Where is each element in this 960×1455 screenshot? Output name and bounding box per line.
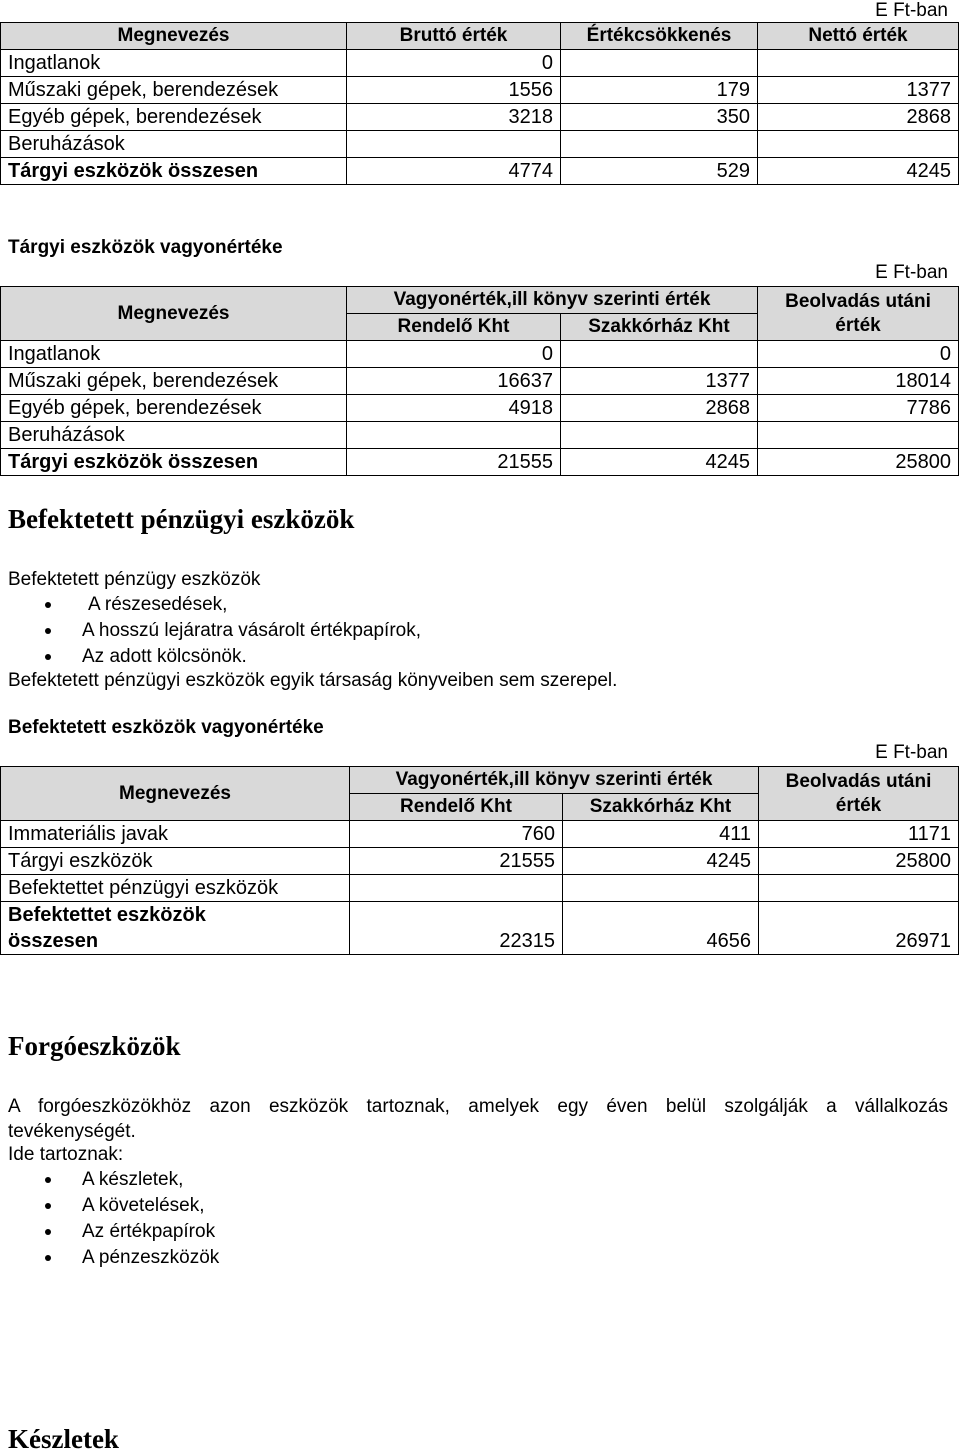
section-title-financial-assets: Befektetett pénzügyi eszközök: [8, 504, 355, 534]
cell-rendelo: 0: [347, 341, 561, 368]
cell-szakkorhaz: [561, 341, 758, 368]
total-label-line1: Befektettet eszközök: [8, 904, 206, 926]
col-header-gross: Bruttó érték: [347, 23, 561, 50]
table-header-row: [1, 287, 959, 314]
cell-rendelo: 21555: [347, 449, 561, 476]
cell-after-merger: [759, 875, 959, 902]
cell-net: [758, 131, 959, 158]
unit-label-1: E Ft-ban: [875, 0, 948, 21]
cell-name: Beruházások: [1, 422, 347, 449]
table-row: [1, 104, 959, 131]
section-title-invested-value: Befektetett eszközök vagyonértéke: [8, 717, 324, 738]
cell-szakkorhaz: 4245: [563, 848, 759, 875]
cell-name: Beruházások: [1, 131, 347, 158]
col-header-name: Megnevezés: [1, 23, 347, 50]
current-assets-list: [0, 1167, 219, 1271]
cell-after-merger: 26971: [759, 902, 959, 955]
cell-szakkorhaz: [563, 875, 759, 902]
cell-depreciation: 350: [561, 104, 758, 131]
current-assets-paragraph-line1: A forgóeszközökhöz azon eszközök tartoznak, amelyek egy éven belül szolgálják a vállalkozás: [8, 1096, 948, 1117]
col-header-name: Megnevezés: [1, 767, 350, 821]
cell-gross: 1556: [347, 77, 561, 104]
table-row: [1, 341, 959, 368]
cell-name: Tárgyi eszközök összesen: [1, 158, 347, 185]
cell-after-merger: 25800: [758, 449, 959, 476]
cell-after-merger: 0: [758, 341, 959, 368]
section-title-tangible-value: Tárgyi eszközök vagyonértéke: [8, 237, 283, 258]
table-row: [1, 395, 959, 422]
asset-table-2: [0, 286, 959, 476]
unit-label-3: E Ft-ban: [875, 742, 948, 763]
col-header-depreciation: Értékcsökkenés: [561, 23, 758, 50]
cell-after-merger: [758, 422, 959, 449]
table-row: [1, 131, 959, 158]
table-header-row: [1, 23, 959, 50]
table-row: [1, 848, 959, 875]
section-title-current-assets: Forgóeszközök: [8, 1031, 181, 1061]
cell-depreciation: 179: [561, 77, 758, 104]
cell-net: 1377: [758, 77, 959, 104]
list-item: A követelések,: [0, 1193, 219, 1219]
cell-name: Ingatlanok: [1, 50, 347, 77]
cell-rendelo: 22315: [350, 902, 563, 955]
cell-depreciation: [561, 50, 758, 77]
table-row: [1, 821, 959, 848]
cell-name: Egyéb gépek, berendezések: [1, 104, 347, 131]
cell-gross: 4774: [347, 158, 561, 185]
cell-net: [758, 50, 959, 77]
financial-assets-intro: Befektetett pénzügy eszközök: [8, 569, 261, 590]
table-row: [1, 77, 959, 104]
cell-after-merger: 1171: [759, 821, 959, 848]
cell-rendelo: [347, 422, 561, 449]
cell-szakkorhaz: 4656: [563, 902, 759, 955]
list-item: A hosszú lejáratra vásárolt értékpapírok,: [0, 618, 421, 644]
col-header-after-merger: Beolvadás utáni érték: [759, 767, 959, 821]
cell-rendelo: [350, 875, 563, 902]
cell-after-merger: 7786: [758, 395, 959, 422]
cell-name: [1, 902, 350, 955]
cell-name: Egyéb gépek, berendezések: [1, 395, 347, 422]
cell-szakkorhaz: [561, 422, 758, 449]
cell-net: 4245: [758, 158, 959, 185]
table-row: [1, 50, 959, 77]
list-item: A készletek,: [0, 1167, 219, 1193]
cell-rendelo: 21555: [350, 848, 563, 875]
cell-after-merger: 18014: [758, 368, 959, 395]
col-header-szakkorhaz: Szakkórház Kht: [561, 314, 758, 341]
cell-rendelo: 4918: [347, 395, 561, 422]
col-header-name: Megnevezés: [1, 287, 347, 341]
cell-name: Immateriális javak: [1, 821, 350, 848]
list-item: Az adott kölcsönök.: [0, 644, 421, 670]
financial-assets-note: Befektetett pénzügyi eszközök egyik társaság könyveiben sem szerepel.: [8, 670, 618, 691]
table-row: [1, 875, 959, 902]
table-total-row: [1, 158, 959, 185]
total-label-line2: összesen: [8, 930, 99, 952]
col-header-rendelo: Rendelő Kht: [347, 314, 561, 341]
table-total-row: [1, 902, 959, 955]
cell-rendelo: 760: [350, 821, 563, 848]
cell-net: 2868: [758, 104, 959, 131]
asset-table-3: [0, 766, 959, 955]
cell-gross: 0: [347, 50, 561, 77]
col-header-after-merger: Beolvadás utáni érték: [758, 287, 959, 341]
cell-szakkorhaz: 411: [563, 821, 759, 848]
cell-name: Műszaki gépek, berendezések: [1, 368, 347, 395]
unit-label-2: E Ft-ban: [875, 262, 948, 283]
cell-szakkorhaz: 4245: [561, 449, 758, 476]
col-header-szakkorhaz: Szakkórház Kht: [563, 794, 759, 821]
cell-gross: 3218: [347, 104, 561, 131]
cell-name: Ingatlanok: [1, 341, 347, 368]
cell-rendelo: 16637: [347, 368, 561, 395]
section-title-inventory: Készletek: [8, 1424, 119, 1454]
cell-name: Befektettet pénzügyi eszközök: [1, 875, 350, 902]
cell-name: Tárgyi eszközök: [1, 848, 350, 875]
cell-depreciation: [561, 131, 758, 158]
current-assets-intro: Ide tartoznak:: [8, 1144, 124, 1165]
col-header-net: Nettó érték: [758, 23, 959, 50]
cell-szakkorhaz: 2868: [561, 395, 758, 422]
current-assets-paragraph-line2: tevékenységét.: [8, 1121, 136, 1142]
list-item: Az értékpapírok: [0, 1219, 219, 1245]
table-total-row: [1, 449, 959, 476]
cell-name: Műszaki gépek, berendezések: [1, 77, 347, 104]
cell-szakkorhaz: 1377: [561, 368, 758, 395]
cell-name: Tárgyi eszközök összesen: [1, 449, 347, 476]
col-header-group: Vagyonérték,ill könyv szerinti érték: [350, 767, 759, 794]
asset-table-1: [0, 22, 959, 185]
col-header-rendelo: Rendelő Kht: [350, 794, 563, 821]
list-item: A pénzeszközök: [0, 1245, 219, 1271]
cell-depreciation: 529: [561, 158, 758, 185]
financial-assets-list: [0, 592, 421, 670]
table-row: [1, 368, 959, 395]
table-header-row: [1, 767, 959, 794]
col-header-group: Vagyonérték,ill könyv szerinti érték: [347, 287, 758, 314]
cell-after-merger: 25800: [759, 848, 959, 875]
list-item: A részesedések,: [0, 592, 421, 618]
cell-gross: [347, 131, 561, 158]
table-row: [1, 422, 959, 449]
